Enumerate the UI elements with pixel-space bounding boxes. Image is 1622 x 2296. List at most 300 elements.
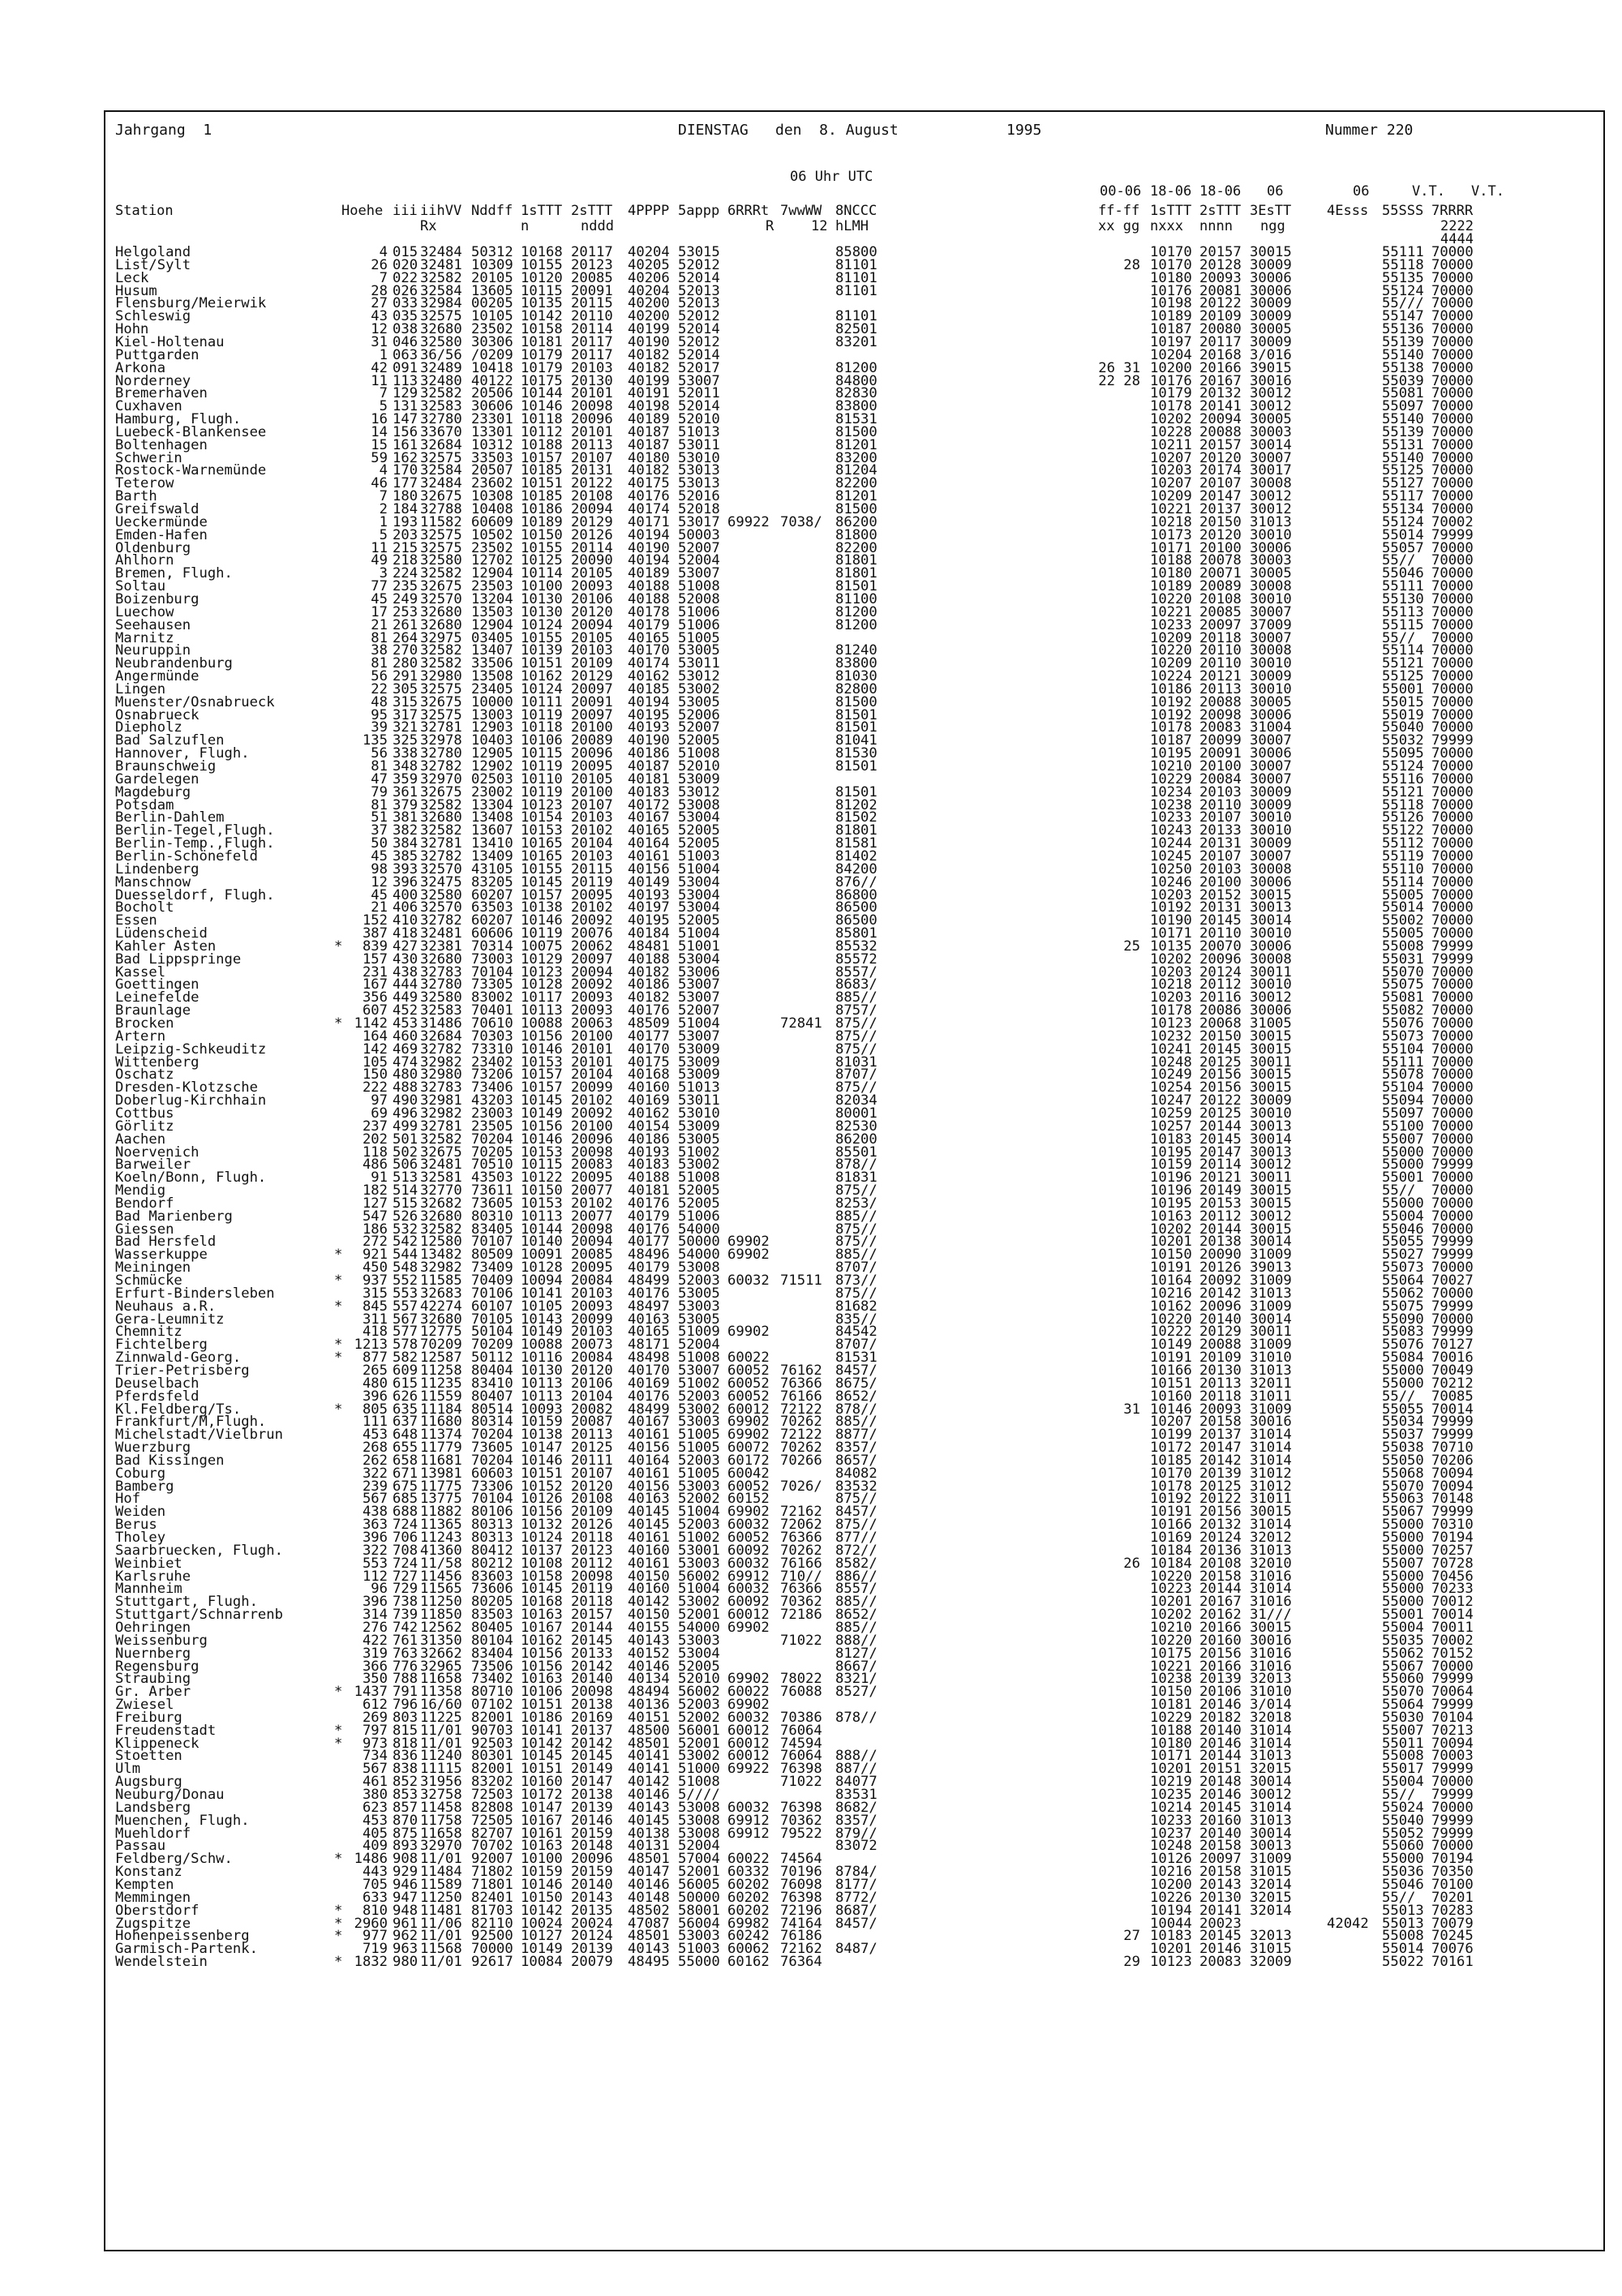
- cell-station: Nuernberg: [115, 1645, 191, 1662]
- cell-ttt2: 20117: [571, 346, 613, 363]
- cell-iihvv: 12562: [420, 1619, 462, 1636]
- cell-pppp: 48481: [628, 938, 670, 955]
- cell-rrrt: 69902: [727, 1504, 770, 1521]
- cell-nddff: /0209: [471, 346, 513, 363]
- cell-iii: 961: [393, 1915, 418, 1932]
- cell-ttt1: 10163: [521, 1838, 563, 1855]
- cell-rrrr: 70245: [1431, 1928, 1474, 1945]
- cell-sttt: 10203: [1150, 462, 1192, 479]
- cell-sttt2: 20097: [1199, 616, 1242, 633]
- cell-rrrr: 70000: [1431, 488, 1474, 505]
- cell-ttt2: 20092: [571, 912, 613, 929]
- cell-ttt2: 20120: [571, 1478, 613, 1495]
- cell-iihvv: 11484: [420, 1864, 462, 1881]
- cell-rrrr: 70000: [1431, 423, 1474, 440]
- cell-ttt1: 10108: [521, 1555, 563, 1572]
- cell-nccc: 81501: [835, 706, 878, 723]
- cell-rrrr: 70094: [1431, 1465, 1474, 1482]
- cell-iii: 177: [393, 475, 418, 492]
- cell-ttt2: 20101: [571, 385, 613, 402]
- cell-ttt2: 20138: [571, 1697, 613, 1714]
- cell-nccc: 81200: [835, 359, 878, 376]
- cell-sttt2: 20094: [1199, 411, 1242, 428]
- cell-nccc: 83531: [835, 1787, 878, 1803]
- cell-sttt2: 20112: [1199, 1208, 1242, 1225]
- cell-hoehe: 977: [362, 1928, 388, 1945]
- cell-estt: 30015: [1250, 1079, 1292, 1097]
- cell-ssss: 55115: [1382, 616, 1424, 633]
- cell-sttt: 10220: [1150, 1568, 1192, 1585]
- cell-rrrr: 70000: [1431, 436, 1474, 453]
- cell-ttt1: 10163: [521, 1671, 563, 1688]
- cell-nddff: 71801: [471, 1876, 513, 1893]
- cell-iihvv: 11559: [420, 1388, 462, 1405]
- cell-ttt1: 10172: [521, 1787, 563, 1803]
- cell-ttt1: 10147: [521, 1799, 563, 1816]
- cell-station: Husum: [115, 282, 157, 299]
- cell-appp: 52003: [678, 1517, 720, 1534]
- cell-nccc: 83800: [835, 655, 878, 672]
- cell-pppp: 40194: [628, 552, 670, 569]
- cell-pppp: 40191: [628, 385, 670, 402]
- cell-ttt1: 10145: [521, 1092, 563, 1109]
- cell-ttt1: 10162: [521, 668, 563, 685]
- cell-sttt: 10199: [1150, 1427, 1192, 1444]
- cell-iihvv: 31350: [420, 1632, 462, 1649]
- cell-iii: 544: [393, 1247, 418, 1264]
- cell-sttt2: 20166: [1199, 359, 1242, 376]
- cell-ssss: 55118: [1382, 796, 1424, 813]
- cell-ww: 78022: [780, 1671, 822, 1688]
- cell-nccc: 8683/: [835, 976, 878, 994]
- col-ff-ff-sub: xx gg: [1098, 218, 1140, 234]
- cell-nddff: 70409: [471, 1272, 513, 1289]
- cell-rrrt: 60052: [727, 1478, 770, 1495]
- cell-ttt2: 20114: [571, 539, 613, 556]
- cell-iii: 317: [393, 706, 418, 723]
- cell-iihvv: 32489: [420, 359, 462, 376]
- cell-ttt2: 20119: [571, 873, 613, 891]
- cell-sttt2: 20156: [1199, 1645, 1242, 1662]
- cell-ssss: 55147: [1382, 308, 1424, 325]
- cell-sttt2: 20132: [1199, 385, 1242, 402]
- cell-ttt1: 10161: [521, 1825, 563, 1842]
- cell-sttt: 10221: [1150, 501, 1192, 517]
- table-row: [0, 1182, 1622, 1199]
- cell-iii: 496: [393, 1105, 418, 1122]
- cell-sttt: 10184: [1150, 1555, 1192, 1572]
- col-iihvv: iihVV: [420, 203, 462, 219]
- cell-ww: 70386: [780, 1709, 822, 1726]
- cell-estt: 32009: [1250, 1954, 1292, 1971]
- cell-ssss: 55055: [1382, 1234, 1424, 1251]
- table-row: [0, 1015, 1622, 1032]
- cell-hoehe: 810: [362, 1902, 388, 1919]
- cell-rrrr: 70079: [1431, 1915, 1474, 1932]
- cell-iihvv: 11582: [420, 513, 462, 530]
- cell-ttt2: 20148: [571, 1838, 613, 1855]
- cell-ttt2: 20129: [571, 513, 613, 530]
- cell-iihvv: 32481: [420, 256, 462, 273]
- cell-nccc: 8687/: [835, 1902, 878, 1919]
- cell-iihvv: 32683: [420, 1285, 462, 1302]
- cell-hoehe: 12: [371, 321, 388, 338]
- cell-sttt: 10248: [1150, 1054, 1192, 1071]
- cell-ttt2: 20120: [571, 1362, 613, 1379]
- cell-ttt2: 20093: [571, 578, 613, 595]
- cell-sttt: 10216: [1150, 1864, 1192, 1881]
- cell-estt: 30009: [1250, 333, 1292, 350]
- table-row: [0, 475, 1622, 492]
- cell-nccc: 875//: [835, 1491, 878, 1508]
- cell-pppp: 48171: [628, 1337, 670, 1354]
- cell-appp: 53003: [678, 1478, 720, 1495]
- cell-pppp: 40161: [628, 1555, 670, 1572]
- table-row: [0, 603, 1622, 620]
- cell-sttt: 10126: [1150, 1851, 1192, 1868]
- cell-estt: 37009: [1250, 616, 1292, 633]
- cell-iihvv: 32780: [420, 976, 462, 994]
- cell-ttt1: 10167: [521, 1812, 563, 1829]
- cell-iii: 249: [393, 590, 418, 607]
- cell-ssss: 55100: [1382, 1118, 1424, 1135]
- cell-station: Stoetten: [115, 1748, 182, 1765]
- cell-pppp: 40170: [628, 1041, 670, 1058]
- cell-appp: 51004: [678, 1504, 720, 1521]
- cell-station: Neubrandenburg: [115, 655, 233, 672]
- cell-rrrr: 70000: [1431, 1838, 1474, 1855]
- cell-sttt: 10192: [1150, 1491, 1192, 1508]
- cell-hoehe: 322: [362, 1542, 388, 1559]
- cell-rrrr: 70011: [1431, 1619, 1474, 1636]
- cell-iii: 147: [393, 411, 418, 428]
- cell-iii: 791: [393, 1684, 418, 1701]
- cell-iihvv: 32781: [420, 1118, 462, 1135]
- cell-ssss: 55008: [1382, 1928, 1424, 1945]
- cell-rrrr: 70161: [1431, 1954, 1474, 1971]
- cell-sttt: 10195: [1150, 1144, 1192, 1161]
- cell-nccc: 8557/: [835, 963, 878, 981]
- cell-estt: 30017: [1250, 462, 1292, 479]
- cell-ttt1: 10181: [521, 333, 563, 350]
- cell-ttt1: 10093: [521, 1401, 563, 1418]
- cell-pppp: 40165: [628, 629, 670, 646]
- cell-sttt: 10176: [1150, 282, 1192, 299]
- cell-sttt: 10150: [1150, 1684, 1192, 1701]
- cell-ttt2: 20124: [571, 1928, 613, 1945]
- cell-hoehe: 438: [362, 1504, 388, 1521]
- cell-rrrt: 69902: [727, 1247, 770, 1264]
- cell-ttt1: 10150: [521, 1889, 563, 1906]
- cell-sttt: 10181: [1150, 1697, 1192, 1714]
- cell-pppp: 40172: [628, 796, 670, 813]
- cell-nccc: 81202: [835, 796, 878, 813]
- cell-station: Muehldorf: [115, 1825, 191, 1842]
- col-3estt-sub: ngg: [1260, 218, 1285, 234]
- cell-nccc: 8582/: [835, 1555, 878, 1572]
- cell-sttt: 10207: [1150, 475, 1192, 492]
- cell-hoehe: 607: [362, 1002, 388, 1019]
- cell-sttt: 10218: [1150, 513, 1192, 530]
- cell-estt: 30007: [1250, 629, 1292, 646]
- cell-ttt1: 10151: [521, 655, 563, 672]
- cell-nddff: 23502: [471, 539, 513, 556]
- cell-pppp: 40161: [628, 1427, 670, 1444]
- cell-appp: 58001: [678, 1902, 720, 1919]
- cell-rrrr: 70350: [1431, 1864, 1474, 1881]
- cell-pppp: 40181: [628, 1182, 670, 1199]
- cell-appp: 51002: [678, 1144, 720, 1161]
- cell-iii: 655: [393, 1440, 418, 1457]
- cell-nccc: 81240: [835, 642, 878, 659]
- cell-iii: 803: [393, 1709, 418, 1726]
- cell-ssss: 55078: [1382, 1066, 1424, 1084]
- cell-ttt1: 10146: [521, 1131, 563, 1148]
- cell-iii: 129: [393, 385, 418, 402]
- cell-rrrr: 70000: [1431, 809, 1474, 826]
- cell-ttt1: 10156: [521, 1118, 563, 1135]
- cell-station: Bremen, Flugh.: [115, 565, 233, 582]
- cell-sttt: 10123: [1150, 1015, 1192, 1032]
- cell-ww: 76064: [780, 1722, 822, 1739]
- cell-iii: 460: [393, 1028, 418, 1045]
- cell-iihvv: 11481: [420, 1902, 462, 1919]
- cell-rrrr: 70000: [1431, 449, 1474, 466]
- cell-appp: 53002: [678, 1157, 720, 1174]
- cell-ttt2: 20138: [571, 1787, 613, 1803]
- cell-nddff: 83405: [471, 1221, 513, 1238]
- cell-iii: 022: [393, 269, 418, 286]
- cell-station: Weissenburg: [115, 1632, 208, 1649]
- col-2sttt-min-sub: nnnn: [1199, 218, 1233, 234]
- cell-nccc: 8682/: [835, 1799, 878, 1816]
- cell-ttt2: 20063: [571, 1015, 613, 1032]
- cell-nddff: 23002: [471, 783, 513, 800]
- cell-hoehe: 31: [371, 333, 388, 350]
- cell-iii: 648: [393, 1427, 418, 1444]
- cell-estt: 30011: [1250, 1324, 1292, 1341]
- cell-ssss: 55121: [1382, 655, 1424, 672]
- cell-ttt2: 20098: [571, 1221, 613, 1238]
- cell-ssss: 55000: [1382, 1195, 1424, 1212]
- cell-sttt2: 20146: [1199, 1941, 1242, 1958]
- cell-hoehe: 37: [371, 822, 388, 839]
- cell-sttt2: 20167: [1199, 1594, 1242, 1611]
- cell-iii: 947: [393, 1889, 418, 1906]
- cell-appp: 52002: [678, 1709, 720, 1726]
- cell-iii: 161: [393, 436, 418, 453]
- cell-iihvv: 32675: [420, 578, 462, 595]
- cell-ttt1: 10128: [521, 1260, 563, 1277]
- cell-ttt2: 20091: [571, 693, 613, 710]
- cell-estt: 30015: [1250, 244, 1292, 260]
- table-row: [0, 539, 1622, 556]
- cell-rrrr: 70014: [1431, 1607, 1474, 1624]
- cell-nddff: 13003: [471, 706, 513, 723]
- cell-appp: 52005: [678, 732, 720, 749]
- cell-pppp: 40200: [628, 308, 670, 325]
- cell-hoehe: 2: [379, 501, 388, 517]
- cell-sttt2: 20156: [1199, 1504, 1242, 1521]
- table-row: [0, 385, 1622, 402]
- cell-hoehe: 11: [371, 539, 388, 556]
- cell-iii: 026: [393, 282, 418, 299]
- cell-ttt1: 10100: [521, 1851, 563, 1868]
- cell-ff: 26 31: [1098, 359, 1140, 376]
- cell-ttt2: 20106: [571, 1375, 613, 1392]
- cell-iii: 452: [393, 1002, 418, 1019]
- cell-sttt2: 20080: [1199, 321, 1242, 338]
- cell-ttt1: 10145: [521, 1581, 563, 1598]
- cell-pppp: 40143: [628, 1632, 670, 1649]
- cell-iii: 578: [393, 1337, 418, 1354]
- cell-iii: 776: [393, 1658, 418, 1675]
- cell-nddff: 81703: [471, 1902, 513, 1919]
- cell-iii: 113: [393, 372, 418, 389]
- cell-ttt2: 20118: [571, 1530, 613, 1546]
- cell-sttt: 10159: [1150, 1157, 1192, 1174]
- cell-iihvv: 11758: [420, 1812, 462, 1829]
- cell-ff: 31: [1123, 1401, 1140, 1418]
- cell-nccc: 81200: [835, 603, 878, 620]
- cell-nddff: 83202: [471, 1774, 513, 1791]
- cell-nddff: 72505: [471, 1812, 513, 1829]
- cell-pppp: 48501: [628, 1928, 670, 1945]
- cell-ttt2: 20137: [571, 1722, 613, 1739]
- cell-pppp: 40188: [628, 578, 670, 595]
- cell-pppp: 40167: [628, 809, 670, 826]
- cell-rrrr: 70000: [1431, 899, 1474, 916]
- cell-nccc: 888//: [835, 1632, 878, 1649]
- cell-appp: 52012: [678, 308, 720, 325]
- cell-rrrr: 70003: [1431, 1748, 1474, 1765]
- cell-rrrt: 60202: [727, 1902, 770, 1919]
- cell-hoehe: 973: [362, 1735, 388, 1752]
- cell-ttt1: 10115: [521, 1157, 563, 1174]
- cell-ssss: 55116: [1382, 770, 1424, 788]
- cell-nccc: 887//: [835, 1761, 878, 1778]
- cell-iihvv: 11/58: [420, 1555, 462, 1572]
- cell-station: Straubing: [115, 1671, 191, 1688]
- cell-ttt1: 10185: [521, 462, 563, 479]
- cell-ssss: 55002: [1382, 912, 1424, 929]
- cell-iihvv: 32575: [420, 706, 462, 723]
- cell-sttt2: 20162: [1199, 1607, 1242, 1624]
- cell-iihvv: 32684: [420, 436, 462, 453]
- cell-ssss: 55007: [1382, 1555, 1424, 1572]
- cell-ww: 72841: [780, 1015, 822, 1032]
- cell-station: Meiningen: [115, 1260, 191, 1277]
- cell-ttt2: 20122: [571, 475, 613, 492]
- cell-rrrr: 70000: [1431, 629, 1474, 646]
- cell-ttt1: 10113: [521, 1388, 563, 1405]
- cell-ttt1: 10125: [521, 552, 563, 569]
- cell-ssss: 55000: [1382, 1568, 1424, 1585]
- cell-appp: 53003: [678, 1632, 720, 1649]
- cell-iii: 038: [393, 321, 418, 338]
- table-row: [0, 1776, 1622, 1789]
- cell-estt: 30014: [1250, 1825, 1292, 1842]
- cell-ssss: 55040: [1382, 1812, 1424, 1829]
- cell-ww: 76398: [780, 1889, 822, 1906]
- cell-sttt: 10172: [1150, 1440, 1192, 1457]
- cell-ww: 71022: [780, 1774, 822, 1791]
- cell-pppp: 40178: [628, 603, 670, 620]
- cell-hoehe: 56: [371, 745, 388, 762]
- cell-nddff: 12903: [471, 719, 513, 736]
- cell-ww: 72122: [780, 1401, 822, 1418]
- cell-ttt1: 10151: [521, 1761, 563, 1778]
- cell-sttt2: 20090: [1199, 1247, 1242, 1264]
- cell-sttt: 10226: [1150, 1889, 1192, 1906]
- cell-station: Weinbiet: [115, 1555, 182, 1572]
- cell-nccc: 84082: [835, 1465, 878, 1482]
- cell-sttt: 10245: [1150, 848, 1192, 865]
- cell-pppp: 48499: [628, 1272, 670, 1289]
- table-row: [0, 244, 1622, 260]
- cell-estt: 31013: [1250, 1542, 1292, 1559]
- cell-nccc: 81530: [835, 745, 878, 762]
- cell-nddff: 13410: [471, 835, 513, 852]
- cell-nccc: 86200: [835, 1131, 878, 1148]
- cell-rrrr: 70148: [1431, 1491, 1474, 1508]
- cell-ttt2: 20089: [571, 732, 613, 749]
- cell-rrrt: 69902: [727, 1414, 770, 1431]
- cell-marker: *: [334, 1350, 343, 1367]
- cell-nddff: 83205: [471, 873, 513, 891]
- cell-rrrr: 70194: [1431, 1851, 1474, 1868]
- cell-nccc: 8707/: [835, 1260, 878, 1277]
- cell-rrrr: 70000: [1431, 835, 1474, 852]
- cell-appp: 50003: [678, 526, 720, 543]
- cell-nddff: 13508: [471, 668, 513, 685]
- cell-ttt2: 20092: [571, 976, 613, 994]
- cell-estt: 31012: [1250, 1478, 1292, 1495]
- cell-appp: 51005: [678, 1465, 720, 1482]
- cell-hoehe: 623: [362, 1799, 388, 1816]
- cell-sttt2: 20140: [1199, 1825, 1242, 1842]
- cell-nccc: 885//: [835, 989, 878, 1006]
- cell-ttt2: 20104: [571, 1388, 613, 1405]
- cell-station: Luebeck-Blankensee: [115, 423, 267, 440]
- cell-estt: 31009: [1250, 1272, 1292, 1289]
- cell-ssss: 55111: [1382, 1054, 1424, 1071]
- cell-estt: 30009: [1250, 783, 1292, 800]
- cell-estt: 31016: [1250, 1645, 1292, 1662]
- cell-ttt1: 10140: [521, 1234, 563, 1251]
- cell-appp: 51009: [678, 1324, 720, 1341]
- cell-iii: 946: [393, 1876, 418, 1893]
- cell-nddff: 63503: [471, 899, 513, 916]
- cell-nddff: 72503: [471, 1787, 513, 1803]
- cell-appp: 51008: [678, 1169, 720, 1187]
- cell-hoehe: 272: [362, 1234, 388, 1251]
- cell-nddff: 80106: [471, 1504, 513, 1521]
- cell-iihvv: 11358: [420, 1684, 462, 1701]
- cell-pppp: 40165: [628, 1324, 670, 1341]
- cell-iii: 215: [393, 539, 418, 556]
- cell-sttt: 10220: [1150, 1311, 1192, 1328]
- cell-rrrr: 70076: [1431, 1941, 1474, 1958]
- cell-hoehe: 47: [371, 770, 388, 788]
- cell-rrrr: 70000: [1431, 642, 1474, 659]
- cell-pppp: 40187: [628, 423, 670, 440]
- cell-appp: 53010: [678, 449, 720, 466]
- cell-hoehe: 396: [362, 1594, 388, 1611]
- cell-rrrr: 79999: [1431, 1157, 1474, 1174]
- cell-ttt1: 10150: [521, 1182, 563, 1199]
- cell-station: Ulm: [115, 1761, 141, 1778]
